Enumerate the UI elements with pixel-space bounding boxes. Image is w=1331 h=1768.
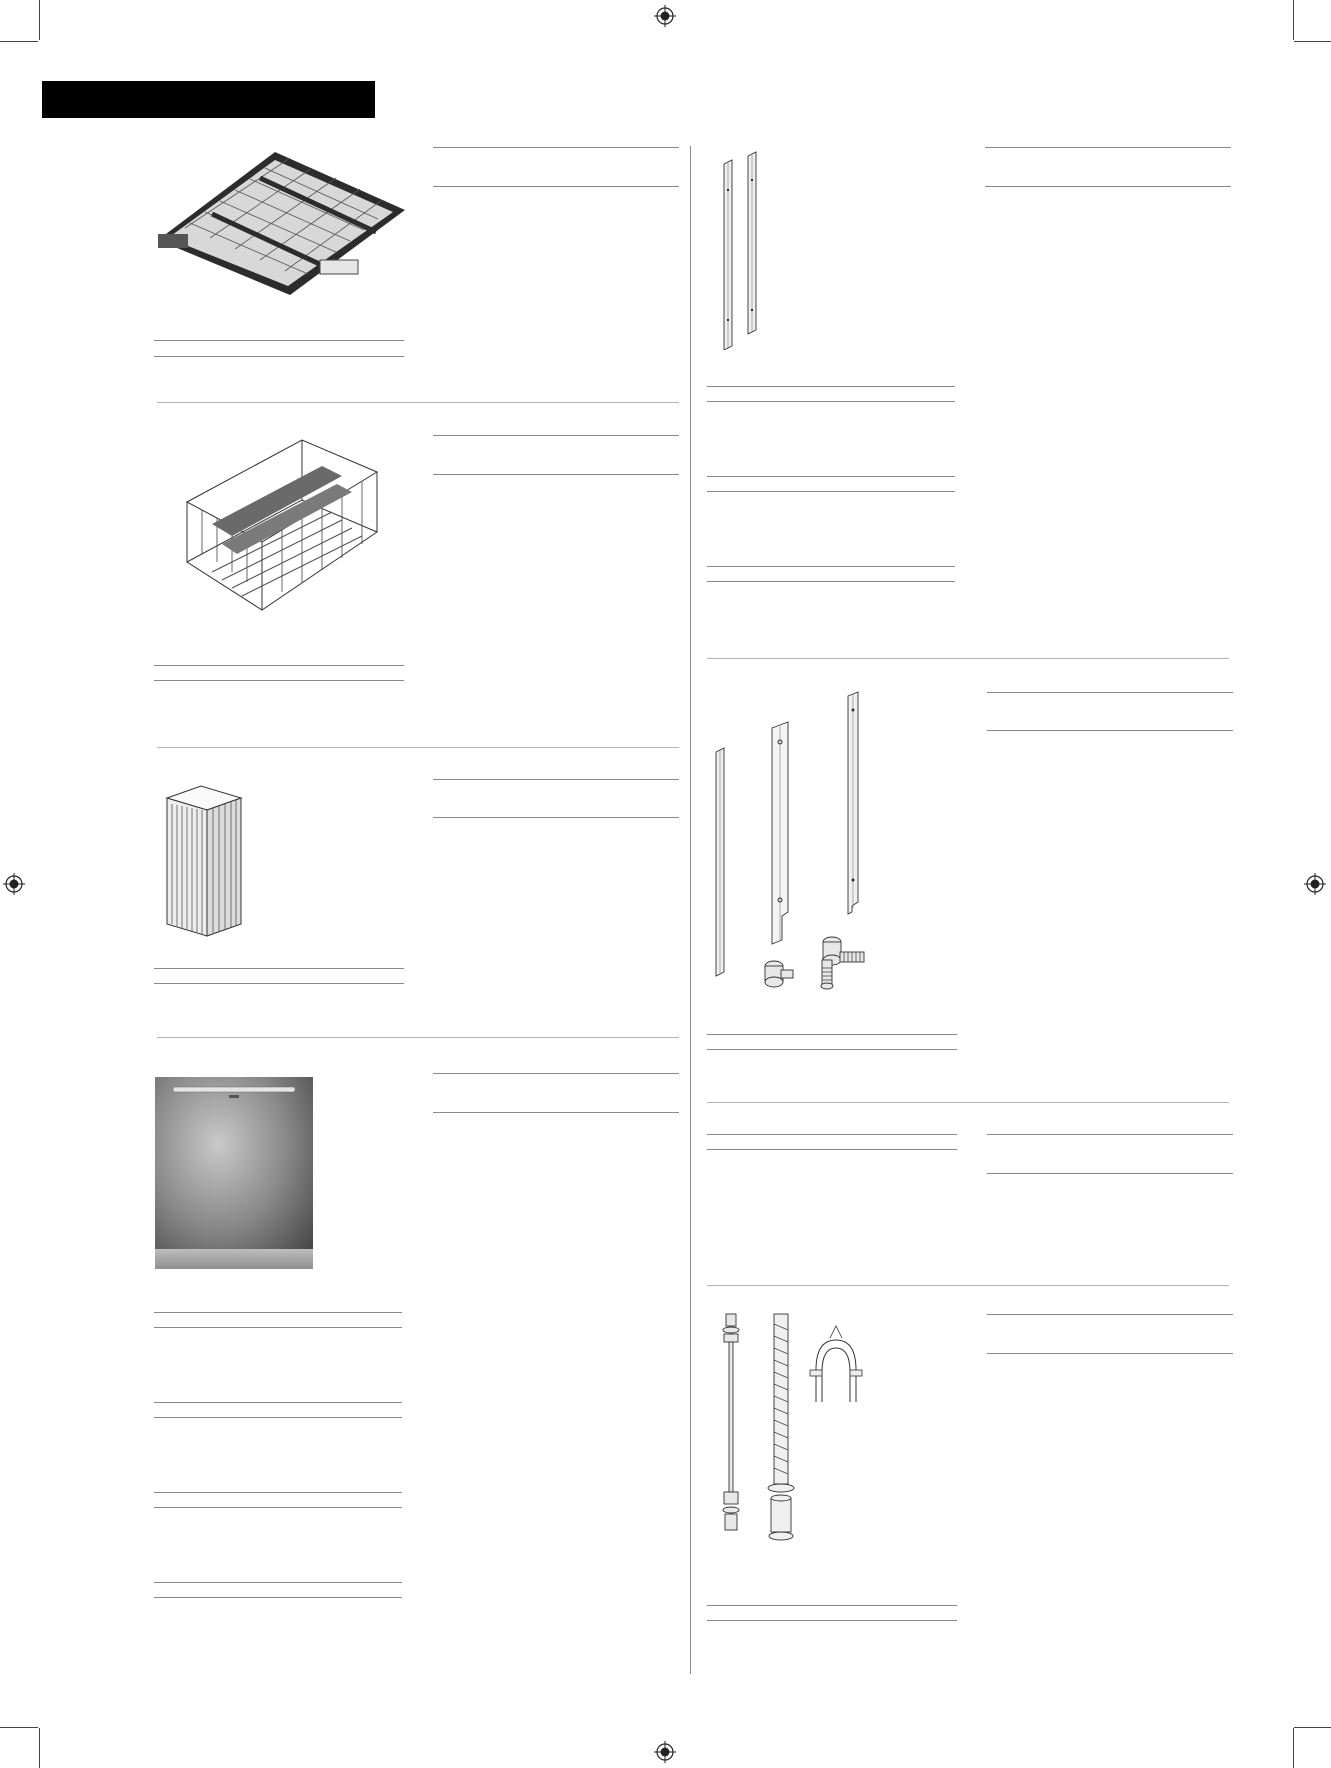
- section-rule: [707, 1605, 957, 1606]
- section-rule: [154, 1492, 402, 1493]
- section-rule: [433, 186, 679, 187]
- section-divider: [707, 1285, 1229, 1286]
- registration-mark-icon: [654, 5, 676, 27]
- section-rule: [154, 1327, 402, 1328]
- registration-mark-icon: [1304, 873, 1326, 895]
- crop-mark-bottom-right-h: [1294, 1727, 1331, 1728]
- section-rule: [433, 779, 679, 780]
- column-divider: [690, 146, 691, 1674]
- section-rule: [154, 1507, 402, 1508]
- section-rule: [154, 1402, 402, 1403]
- extension-trim-strips-illustration: [710, 690, 900, 990]
- crop-mark-top-left-v: [39, 0, 40, 40]
- section-rule: [707, 476, 955, 477]
- section-rule: [985, 147, 1231, 148]
- section-rule: [707, 566, 955, 567]
- section-rule: [707, 1049, 957, 1050]
- crop-mark-bottom-right-v: [1293, 1728, 1294, 1768]
- section-rule: [154, 680, 404, 681]
- section-rule: [154, 1312, 402, 1313]
- section-rule: [154, 1582, 402, 1583]
- upper-cutlery-tray-illustration: [150, 150, 410, 296]
- registration-mark-icon: [654, 1741, 676, 1763]
- stainless-door-panel-illustration: [155, 1077, 313, 1269]
- crop-mark-bottom-left-h: [0, 1727, 38, 1728]
- tall-item-holder-illustration: [165, 784, 245, 938]
- section-rule: [707, 386, 955, 387]
- section-rule: [433, 435, 679, 436]
- section-rule: [707, 1034, 957, 1035]
- section-rule: [707, 1620, 957, 1621]
- section-rule: [154, 340, 404, 341]
- section-rule: [154, 983, 404, 984]
- section-divider: [707, 658, 1229, 659]
- section-rule: [707, 1134, 957, 1135]
- crop-mark-top-left-h: [0, 41, 38, 42]
- wire-rack-basket-illustration: [182, 432, 382, 620]
- section-rule: [707, 581, 955, 582]
- crop-mark-bottom-left-v: [39, 1728, 40, 1768]
- section-rule: [707, 401, 955, 402]
- section-rule: [154, 665, 404, 666]
- section-rule: [987, 1173, 1233, 1174]
- crop-mark-top-right-v: [1293, 0, 1294, 40]
- registration-mark-icon: [3, 873, 25, 895]
- section-rule: [707, 491, 955, 492]
- section-header-bar: [42, 81, 375, 118]
- section-header-title: [42, 81, 375, 97]
- section-rule: [987, 1134, 1233, 1135]
- section-rule: [433, 817, 679, 818]
- section-rule: [985, 186, 1231, 187]
- section-divider: [157, 747, 679, 748]
- section-rule: [987, 692, 1233, 693]
- section-rule: [154, 356, 404, 357]
- section-rule: [987, 730, 1233, 731]
- section-rule: [433, 1112, 679, 1113]
- side-trim-strips-illustration: [718, 150, 762, 350]
- section-rule: [433, 1073, 679, 1074]
- section-rule: [707, 1149, 957, 1150]
- section-rule: [433, 474, 679, 475]
- section-divider: [707, 1102, 1229, 1103]
- section-rule: [154, 1417, 402, 1418]
- section-rule: [433, 147, 679, 148]
- section-rule: [987, 1353, 1233, 1354]
- section-rule: [154, 968, 404, 969]
- section-divider: [157, 1037, 679, 1038]
- water-supply-hose-illustration: [712, 1310, 882, 1550]
- crop-mark-top-right-h: [1294, 41, 1331, 42]
- section-rule: [154, 1597, 402, 1598]
- section-rule: [987, 1314, 1233, 1315]
- section-divider: [157, 402, 679, 403]
